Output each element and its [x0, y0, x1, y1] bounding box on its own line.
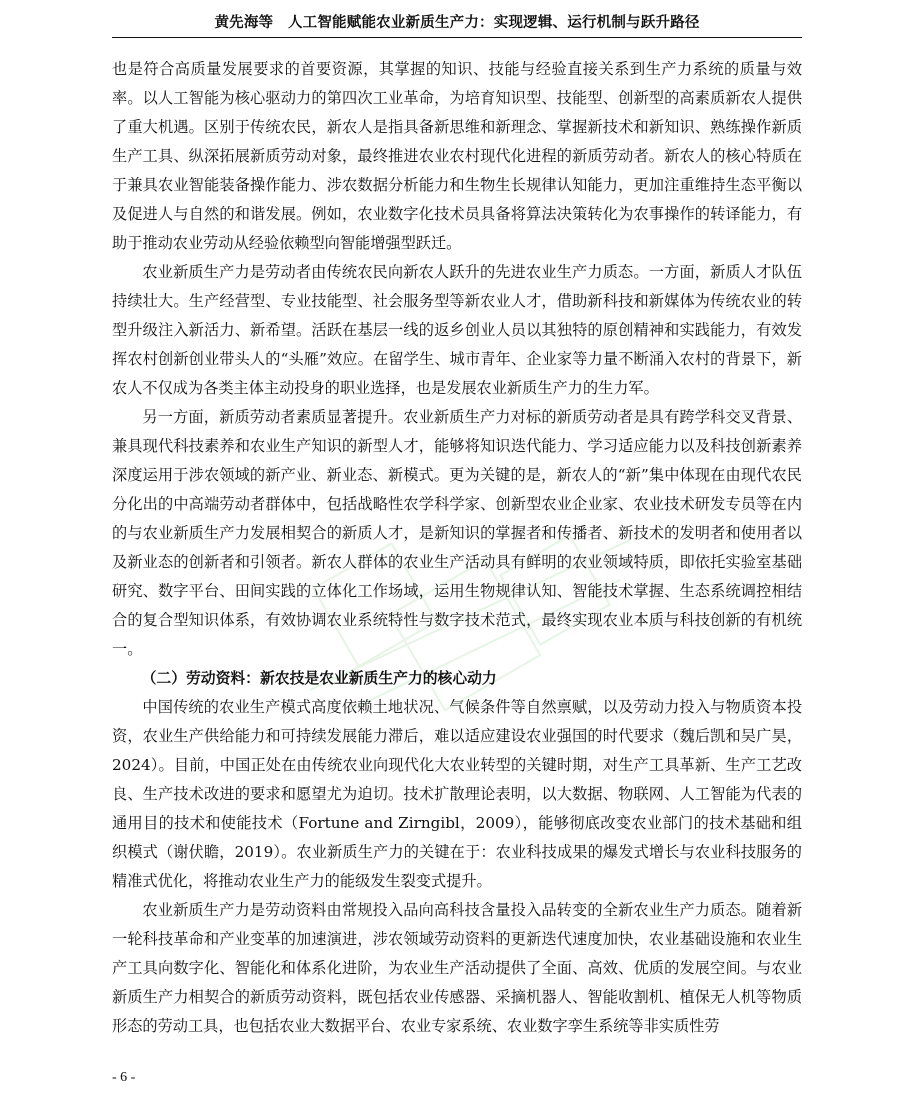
paragraph-traditional-mode: 中国传统的农业生产模式高度依赖土地状况、气候条件等自然禀赋，以及劳动力投入与物质资本投资，农业生产供给能力和可持续发展能力滞后，难以适应建设农业强国的时代要求（魏后凯和吴广昊，2024）。目前，中国正处在由传统农业向现代化大农业转型的关键时期，对生产工具革新、生产工艺改良、生产技术改进的要求和愿望尤为迫切。技术扩散理论表明，以大数据、物联网、人工智能为代表的通用目的技术和使能技术（Fortune and Zirngibl，2009），能够彻底改变农业部门的技术基础和组织模式（谢伏瞻，2019）。农业新质生产力的关键在于：农业科技成果的爆发式增长与农业科技服务的精准式优化，将推动农业生产力的能级发生裂变式提升。: [112, 698, 802, 890]
header-rule: [112, 37, 802, 38]
section-heading-labor-materials: （二）劳动资料：新农技是农业新质生产力的核心动力: [141, 670, 497, 687]
paragraph-new-talent-team: 农业新质生产力是劳动者由传统农民向新农人跃升的先进农业生产力质态。一方面，新质人才队伍持续壮大。生产经营型、专业技能型、社会服务型等新农业人才，借助新科技和新媒体为传统农业的转型升级注入新活力、新希望。活跃在基层一线的返乡创业人员以其独特的原创精神和实践能力，有效发挥农村创新创业带头人的“头雁”效应。在留学生、城市青年、企业家等力量不断涌入农村的背景下，新农人不仅成为各类主体主动投身的职业选择，也是发展农业新质生产力的生力军。: [112, 263, 802, 397]
header-author: 黄先海等: [214, 15, 274, 31]
paragraph-labor-materials: 农业新质生产力是劳动资料由常规投入品向高科技含量投入品转变的全新农业生产力质态。随着新一轮科技革命和产业变革的加速演进，涉农领域劳动资料的更新迭代速度加快，农业基础设施和农业生产工具向数字化、智能化和体系化进阶，为农业生产活动提供了全面、高效、优质的发展空间。与农业新质生产力相契合的新质劳动资料，既包括农业传感器、采摘机器人、智能收割机、植保无人机等物质形态的劳动工具，也包括农业大数据平台、农业专家系统、农业数字孪生系统等非实质性劳: [112, 901, 802, 1035]
header-title: 人工智能赋能农业新质生产力：实现逻辑、运行机制与跃升路径: [287, 15, 700, 31]
paragraph-continued: 也是符合高质量发展要求的首要资源，其掌握的知识、技能与经验直接关系到生产力系统的质量与效率。以人工智能为核心驱动力的第四次工业革命，为培育知识型、技能型、创新型的高素质新农人提供了重大机遇。区别于传统农民，新农人是指具备新思维和新理念、掌握新技术和新知识、熟练操作新质生产工具、纵深拓展新质劳动对象，最终推进农业农村现代化进程的新质劳动者。新农人的核心特质在于兼具农业智能装备操作能力、涉农数据分析能力和生物生长规律认知能力，更加注重维持生态平衡以及促进人与自然的和谐发展。例如，农业数字化技术员具备将算法决策转化为农事操作的转译能力，有助于推动农业劳动从经验依赖型向智能增强型跃迁。: [112, 60, 802, 252]
header-gap: [273, 15, 288, 31]
running-header: [112, 12, 802, 34]
page-number: - 6 -: [112, 1070, 136, 1085]
paragraph-worker-quality: 另一方面，新质劳动者素质显著提升。农业新质生产力对标的新质劳动者是具有跨学科交叉背景、兼具现代科技素养和农业生产知识的新型人才，能够将知识迭代能力、学习适应能力以及科技创新素养深度运用于涉农领域的新产业、新业态、新模式。更为关键的是，新农人的“新”集中体现在由现代农民分化出的中高端劳动者群体中，包括战略性农学科学家、创新型农业企业家、农业技术研发专员等在内的与农业新质生产力发展相契合的新质人才，是新知识的掌握者和传播者、新技术的发明者和使用者以及新业态的创新者和引领者。新农人群体的农业生产活动具有鲜明的农业领域特质，即依托实验室基础研究、数字平台、田间实践的立体化工作场域，运用生物规律认知、智能技术掌握、生态系统调控相结合的复合型知识体系，有效协调农业系统特性与数字技术范式，最终实现农业本质与科技创新的有机统一。: [112, 408, 802, 658]
body-text: [112, 55, 802, 1041]
